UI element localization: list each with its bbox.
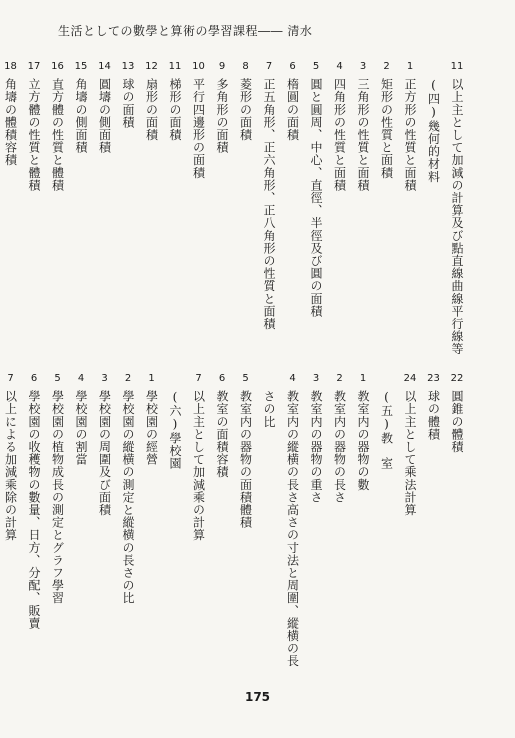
item-text: 學校園の植物成長の測定とグラフ學習: [50, 390, 65, 605]
item-text: 教室の面積容積: [215, 390, 229, 479]
item-text: 教室内の縱横の長さ高さの寸法と周圍、縱横の長: [285, 390, 300, 668]
item-number: 1: [359, 373, 367, 384]
page-number: 175: [244, 690, 271, 704]
item-text: 以上主として乘法計算: [403, 390, 417, 516]
text-column: [283, 372, 303, 667]
running-header: 生活としての數學と算術の學習課程―― 清水: [58, 24, 313, 38]
item-text: 平行四邊形の面積: [191, 78, 206, 179]
text-column: [118, 60, 138, 128]
text-column: [118, 372, 138, 604]
text-column: [24, 372, 44, 629]
text-column: [236, 372, 256, 529]
item-number: 17: [27, 61, 41, 72]
item-number: 7: [265, 61, 273, 72]
item-number: 2: [383, 61, 390, 72]
item-number: 11: [450, 61, 464, 72]
item-number: 8: [242, 61, 249, 72]
text-column: [189, 60, 209, 179]
item-number: 1: [148, 373, 155, 384]
item-text: 以上主として加減の計算及び點直線曲線平行線等: [450, 78, 464, 356]
text-column: [212, 60, 232, 154]
item-text: 梯形の面積: [168, 78, 182, 141]
item-text: 球の面積: [121, 78, 135, 129]
item-number: 6: [30, 373, 38, 384]
item-number: 16: [51, 61, 64, 72]
item-number: 2: [336, 373, 343, 384]
item-number: 22: [450, 373, 464, 384]
section-heading: (四)幾何的材料: [426, 78, 441, 183]
text-column: [142, 372, 162, 466]
item-number: 6: [289, 61, 296, 72]
text-column: [283, 60, 303, 141]
item-text: 正方形の性質と面積: [403, 78, 417, 192]
item-number: 4: [289, 373, 296, 384]
item-text: 教室内の器物の數: [356, 390, 370, 491]
item-number: 1: [406, 61, 414, 72]
item-number: 11: [168, 61, 182, 72]
item-number: 4: [77, 373, 85, 384]
item-number: 4: [336, 61, 343, 72]
text-column: [447, 372, 467, 453]
text-column: [142, 60, 162, 141]
text-column: [165, 60, 185, 141]
bottom-column-block: [0, 372, 467, 672]
text-column: [71, 372, 91, 466]
item-number: 6: [218, 373, 226, 384]
text-column: [330, 60, 350, 191]
text-column: [353, 372, 373, 491]
item-number: 7: [7, 373, 14, 384]
item-text: 直方體の性質と體積: [50, 78, 65, 192]
item-number: 14: [98, 61, 111, 72]
item-number: 2: [124, 373, 132, 384]
item-number: 9: [218, 61, 226, 72]
item-text: 楕圓の面積: [285, 78, 300, 141]
text-column: [377, 60, 397, 179]
item-text: 以上による加減乘除の計算: [3, 390, 18, 542]
section-heading: (五)教 室: [379, 390, 394, 470]
item-number: 3: [101, 373, 108, 384]
text-column: [189, 372, 209, 541]
text-column: [259, 60, 279, 330]
item-text: 圓錐の體積: [450, 390, 464, 453]
text-column: [306, 372, 326, 503]
text-column: [48, 372, 68, 604]
text-column: [1, 60, 21, 166]
item-text: 多角形の面積: [215, 78, 229, 154]
item-text: 圓壔の側面積: [97, 78, 112, 154]
text-column: [424, 60, 444, 183]
text-column: [306, 60, 326, 317]
item-text: 矩形の性質と面積: [379, 78, 394, 179]
item-number: 10: [192, 61, 205, 72]
item-text: 圓と圓周、中心、直徑、半徑及び圓の面積: [309, 78, 323, 318]
item-text: 扇形の面積: [144, 78, 159, 141]
text-column: [165, 372, 185, 470]
item-text: 教室内の器物の重さ: [309, 390, 323, 504]
item-number: 12: [145, 61, 158, 72]
item-text: 三角形の性質と面積: [356, 78, 370, 192]
text-column: [330, 372, 350, 503]
item-number: 15: [74, 61, 88, 72]
text-column: [424, 372, 444, 440]
item-text: 教室内の器物の面積體積: [238, 390, 253, 529]
item-number: 7: [195, 373, 202, 384]
text-column: [400, 372, 420, 516]
item-number: 24: [403, 373, 417, 384]
text-column: [212, 372, 232, 478]
item-text: 球の體積: [426, 390, 441, 441]
text-column: [1, 372, 21, 541]
text-column: [95, 372, 115, 516]
item-text: 學校園の經營: [144, 390, 159, 466]
text-column: [48, 60, 68, 191]
text-column: [447, 60, 467, 355]
text-column: [236, 60, 256, 141]
item-text: 正五角形、正六角形、正八角形の性質と面積: [262, 78, 276, 330]
item-text: 角壔の體積容積: [3, 78, 18, 167]
text-column-continuation: [259, 372, 279, 428]
item-number: 23: [427, 373, 440, 384]
item-number: 5: [54, 373, 61, 384]
item-text: 學校園の縱横の測定と縱横の長さの比: [121, 390, 135, 605]
text-column: [95, 60, 115, 154]
item-text: 四角形の性質と面積: [332, 78, 347, 192]
item-text: 立方體の性質と體積: [27, 78, 41, 192]
top-column-block: [0, 60, 467, 360]
text-column: [353, 60, 373, 191]
text-column: [24, 60, 44, 191]
item-text-continuation: さの比: [262, 390, 276, 428]
item-text: 角壔の側面積: [74, 78, 88, 154]
item-text: 學校園の收穫物の數量、日方、分配、販賣: [27, 390, 41, 630]
item-number: 5: [242, 373, 249, 384]
item-number: 18: [4, 61, 17, 72]
item-number: 13: [121, 61, 135, 72]
item-text: 學校園の割當: [74, 390, 88, 466]
item-text: 菱形の面積: [238, 78, 253, 141]
text-column: [377, 372, 397, 470]
text-column: [71, 60, 91, 154]
item-number: 3: [359, 61, 367, 72]
item-text: 學校園の周圍及び面積: [97, 390, 112, 516]
item-number: 3: [312, 373, 320, 384]
item-number: 5: [312, 61, 320, 72]
text-column: [400, 60, 420, 191]
item-text: 以上主として加減乘の計算: [191, 390, 206, 542]
item-text: 教室内の器物の長さ: [332, 390, 347, 504]
section-heading: (六)學校園: [168, 390, 182, 470]
